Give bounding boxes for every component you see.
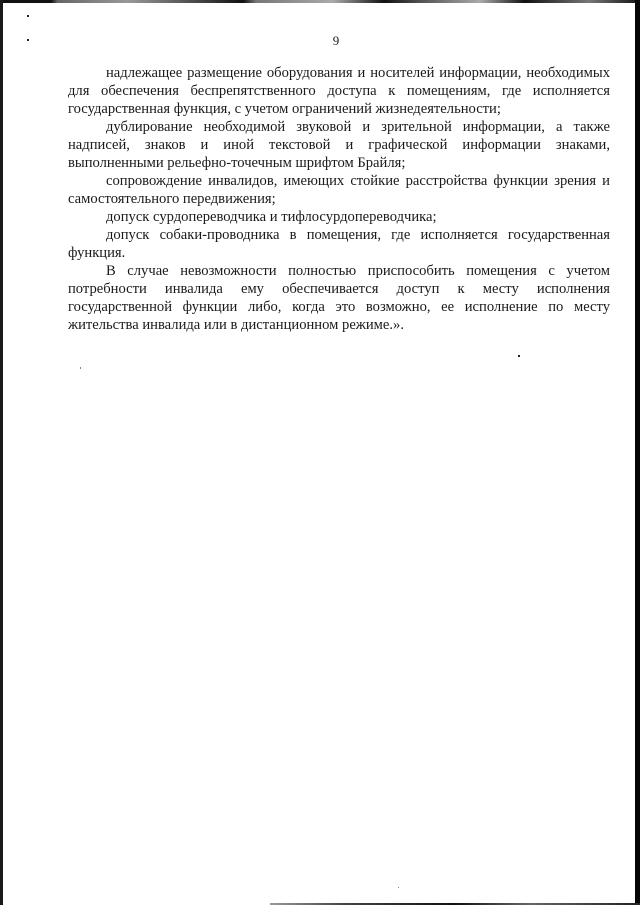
page-number: 9 (332, 33, 340, 48)
paragraph-alternative-access: В случае невозможности полностью приспособить помещения с учетом потребности инвалида ему обеспечивается доступ к месту исполнения государственной функции либо, когда это возможно, ее исполнение по месту жительства инвалида или в дистанционном режиме.». (68, 263, 610, 333)
paragraph-escort: сопровождение инвалидов, имеющих стойкие расстройства функции зрения и самостоятельного передвижения; (68, 173, 610, 207)
paragraph-braille-duplication: дублирование необходимой звуковой и зрительной информации, а также надписей, знаков и иной текстовой и графической информации знаками, выполненными рельефно-точечным шрифтом Брайля; (68, 119, 610, 171)
scan-speck (80, 367, 81, 369)
paragraph-equipment-placement: надлежащее размещение оборудования и носителей информации, необходимых для обеспечения беспрепятственного доступа к помещениям, где исполняется государственная функция, с учетом ограничений жизнедеятельности; (68, 65, 610, 117)
scan-edge-right (635, 0, 640, 905)
scan-edge-left (0, 0, 3, 905)
scan-speck (398, 887, 399, 888)
paragraph-sign-interpreter: допуск сурдопереводчика и тифлосурдопереводчика; (106, 209, 437, 225)
scan-edge-top (0, 0, 640, 3)
scan-speck (518, 355, 520, 357)
document-body (68, 64, 610, 334)
scan-speck (27, 15, 29, 17)
paragraph-guide-dog: допуск собаки-проводника в помещения, где исполняется государственная функция. (68, 227, 610, 261)
